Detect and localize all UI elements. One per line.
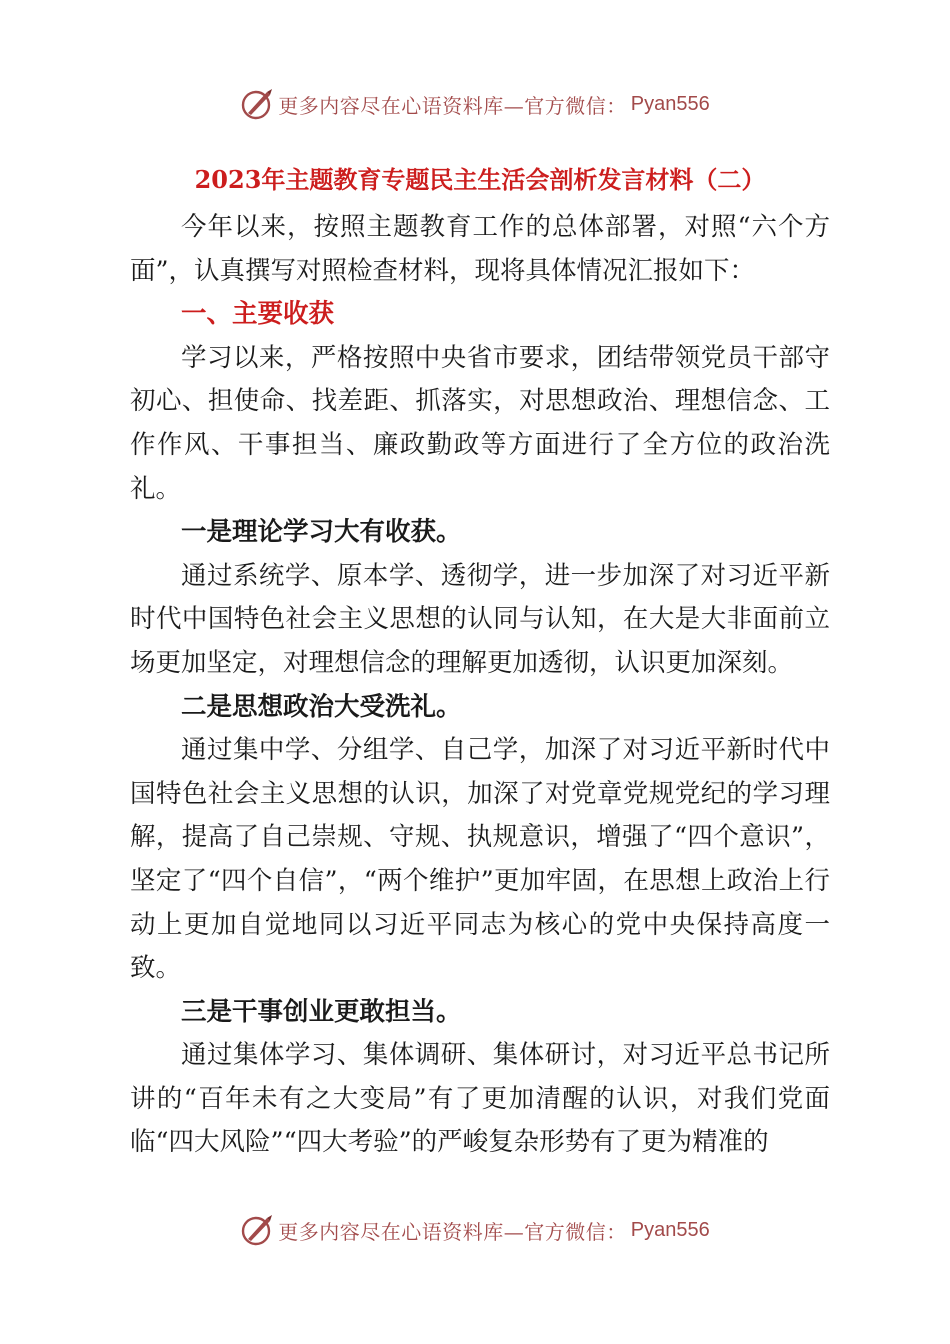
section1-paragraph: 学习以来，严格按照中央省市要求，团结带领党员干部守初心、担使命、找差距、抓落实，对思想政治、理想信念、工作作风、干事担当、廉政勤政等方面进行了全方位的政治洗礼。 [130, 342, 830, 504]
point3-heading: 三是干事创业更敢担当。 [181, 996, 462, 1027]
quill-logo-icon [240, 87, 274, 121]
watermark-id: Pyan556 [630, 1218, 710, 1241]
quill-logo-icon [240, 1213, 274, 1247]
section1-heading: 一、主要收获 [181, 299, 335, 330]
point2-heading: 二是思想政治大受洗礼。 [181, 691, 462, 722]
point3-paragraph: 通过集体学习、集体调研、集体研讨，对习近平总书记所讲的“百年未有之大变局”有了更加清醒的认识，对我们党面临“四大风险”“四大考验”的严峻复杂形势有了更为精准的 [130, 1040, 830, 1158]
watermark-text: 更多内容尽在心语资料库—官方微信： [278, 1219, 627, 1244]
watermark-id: Pyan556 [630, 92, 710, 115]
point1-paragraph: 通过系统学、原本学、透彻学，进一步加深了对习近平新时代中国特色社会主义思想的认同与认知，在大是大非面前立场更加坚定，对理想信念的理解更加透彻，认识更加深刻。 [130, 560, 830, 678]
intro-paragraph: 今年以来，按照主题教育工作的总体部署，对照“六个方面”，认真撰写对照检查材料，现将具体情况汇报如下： [130, 212, 830, 286]
point2-paragraph: 通过集中学、分组学、自己学，加深了对习近平新时代中国特色社会主义思想的认识，加深了对党章党规党纪的学习理解，提高了自己崇规、守规、执规意识，增强了“四个意识”，坚定了“四个自信”，“两个维护”更加牢固，在思想上政治上行动上更加自觉地同以习近平同志为核心的党中央保持高度一致。 [130, 735, 830, 984]
watermark-banner-bottom [0, 1210, 950, 1250]
document-title: 2023年主题教育专题民主生活会剖析发言材料（二） [194, 165, 766, 194]
watermark-banner-top [0, 84, 950, 124]
watermark-text: 更多内容尽在心语资料库—官方微信： [278, 93, 627, 118]
document-body [130, 158, 830, 1165]
point1-heading: 一是理论学习大有收获。 [181, 517, 462, 548]
